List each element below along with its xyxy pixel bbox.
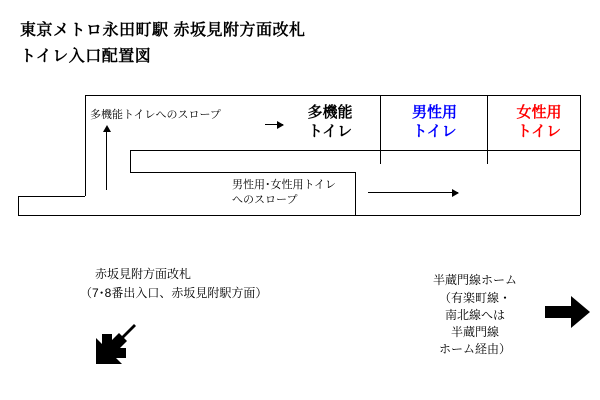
room-label-womens-toilet: [500, 104, 578, 142]
caption-right-line-3: 南北線へは: [444, 308, 505, 322]
room-label-multipurpose-line-2: トイレ: [307, 122, 353, 140]
plan-wall-stub-vertical: [130, 150, 131, 172]
plan-wall-bottom: [18, 215, 580, 216]
plan-wall-right: [580, 95, 581, 215]
room-label-multipurpose-line-1: 多機能: [307, 104, 353, 121]
arrow-corridor-up: [106, 132, 107, 190]
plan-jamb-womens: [487, 150, 488, 164]
plan-wall-top: [85, 95, 580, 96]
page-title-line-2: トイレ入口配置図: [20, 48, 152, 65]
plan-wall-left-upper: [85, 95, 86, 150]
plan-wall-rooms-bottom: [130, 150, 580, 151]
slope-label-mens-womens-line-1: 男性用･女性用トイレ: [232, 179, 336, 191]
slope-label-multipurpose: 多機能トイレへのスロープ: [90, 109, 221, 121]
right-arrow-icon: [545, 295, 591, 329]
slope-label-mens-womens-line-2: へのスロープ: [232, 194, 298, 206]
caption-right-line-2: （有楽町線・: [438, 291, 511, 305]
page-title-line-1: 東京メトロ永田町駅 赤坂見附方面改札: [20, 22, 306, 39]
plan-divider-multipurpose-mens: [380, 95, 381, 150]
arrow-to-multipurpose-toilet: [265, 124, 283, 125]
room-label-womens-line-2: トイレ: [516, 122, 562, 140]
plan-jamb-mens: [380, 150, 381, 164]
room-label-mens-line-1: 男性用: [411, 104, 457, 121]
plan-corridor-upper: [130, 172, 355, 173]
plan-wall-left-lower: [85, 150, 86, 196]
room-label-womens-line-1: 女性用: [516, 104, 562, 121]
caption-right-line-1: 半蔵門線ホーム: [432, 273, 517, 287]
room-label-mens-line-2: トイレ: [412, 122, 457, 140]
plan-wall-corridor-right: [355, 172, 356, 215]
down-left-arrow-icon: [92, 320, 140, 368]
caption-left-line-2: （7･8番出入口、赤坂見附駅方面）: [80, 286, 268, 300]
room-label-multipurpose-toilet: [285, 104, 375, 142]
arrow-to-mens-womens-toilet: [368, 192, 458, 193]
caption-right-line-5: ホーム経由）: [438, 342, 511, 356]
plan-divider-mens-womens: [487, 95, 488, 150]
plan-wall-left-outer: [18, 196, 19, 215]
caption-left-line-1: 赤坂見附方面改札: [95, 267, 192, 281]
room-label-mens-toilet: [392, 104, 477, 142]
plan-corridor-top-left: [18, 196, 85, 197]
caption-right-line-4: 半蔵門線: [450, 325, 499, 339]
